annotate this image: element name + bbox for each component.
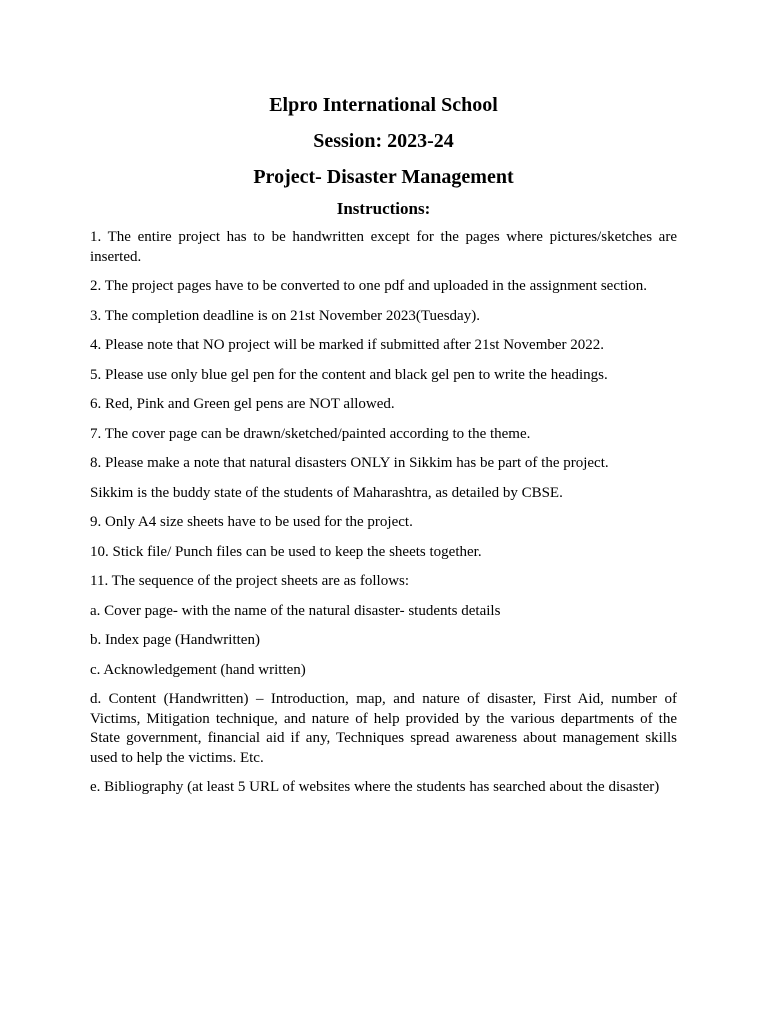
- instruction-item: 5. Please use only blue gel pen for the content and black gel pen to write the headings.: [90, 366, 608, 383]
- sequence-item-cover: a. Cover page- with the name of the natural disaster- students details: [90, 602, 501, 619]
- session-title: Session: 2023-24: [313, 130, 454, 152]
- instruction-item: 8. Please make a note that natural disasters ONLY in Sikkim has be part of the project.: [90, 455, 609, 471]
- sequence-item-bibliography: e. Bibliography (at least 5 URL of websites where the students has searched about the disaster): [90, 779, 660, 795]
- instruction-item: 10. Stick file/ Punch files can be used to keep the sheets together.: [90, 543, 482, 560]
- school-name: Elpro International School: [269, 94, 498, 116]
- instruction-note: Sikkim is the buddy state of the students of Maharashtra, as detailed by CBSE.: [90, 484, 563, 501]
- instruction-item: 2. The project pages have to be converted to one pdf and uploaded in the assignment section.: [90, 278, 648, 294]
- instruction-item: 4. Please note that NO project will be marked if submitted after 21st November 2022.: [90, 337, 605, 353]
- instructions-heading: Instructions:: [336, 199, 431, 218]
- sequence-item-content: d. Content (Handwritten) – Introduction, map, and nature of disaster, First Aid, number of Victims, Mitigation technique, and nature of help provided by the various departments of the State government, financial aid if any, Techniques spread awareness about management skills used to help the victims. Etc.: [90, 691, 677, 766]
- document-page: [90, 93, 677, 808]
- instruction-item: 11. The sequence of the project sheets are as follows:: [90, 573, 410, 589]
- project-title: Project- Disaster Management: [253, 166, 514, 188]
- instruction-item: 9. Only A4 size sheets have to be used for the project.: [90, 514, 413, 530]
- instruction-item: 6. Red, Pink and Green gel pens are NOT allowed.: [90, 396, 395, 412]
- sequence-item-index: b. Index page (Handwritten): [90, 632, 260, 648]
- instruction-item: 3. The completion deadline is on 21st November 2023(Tuesday).: [90, 307, 480, 324]
- instruction-item: 7. The cover page can be drawn/sketched/painted according to the theme.: [90, 425, 531, 442]
- sequence-item-acknowledgement: c. Acknowledgement (hand written): [90, 661, 306, 678]
- instruction-item: 1. The entire project has to be handwritten except for the pages where pictures/sketches are inserted.: [90, 229, 677, 265]
